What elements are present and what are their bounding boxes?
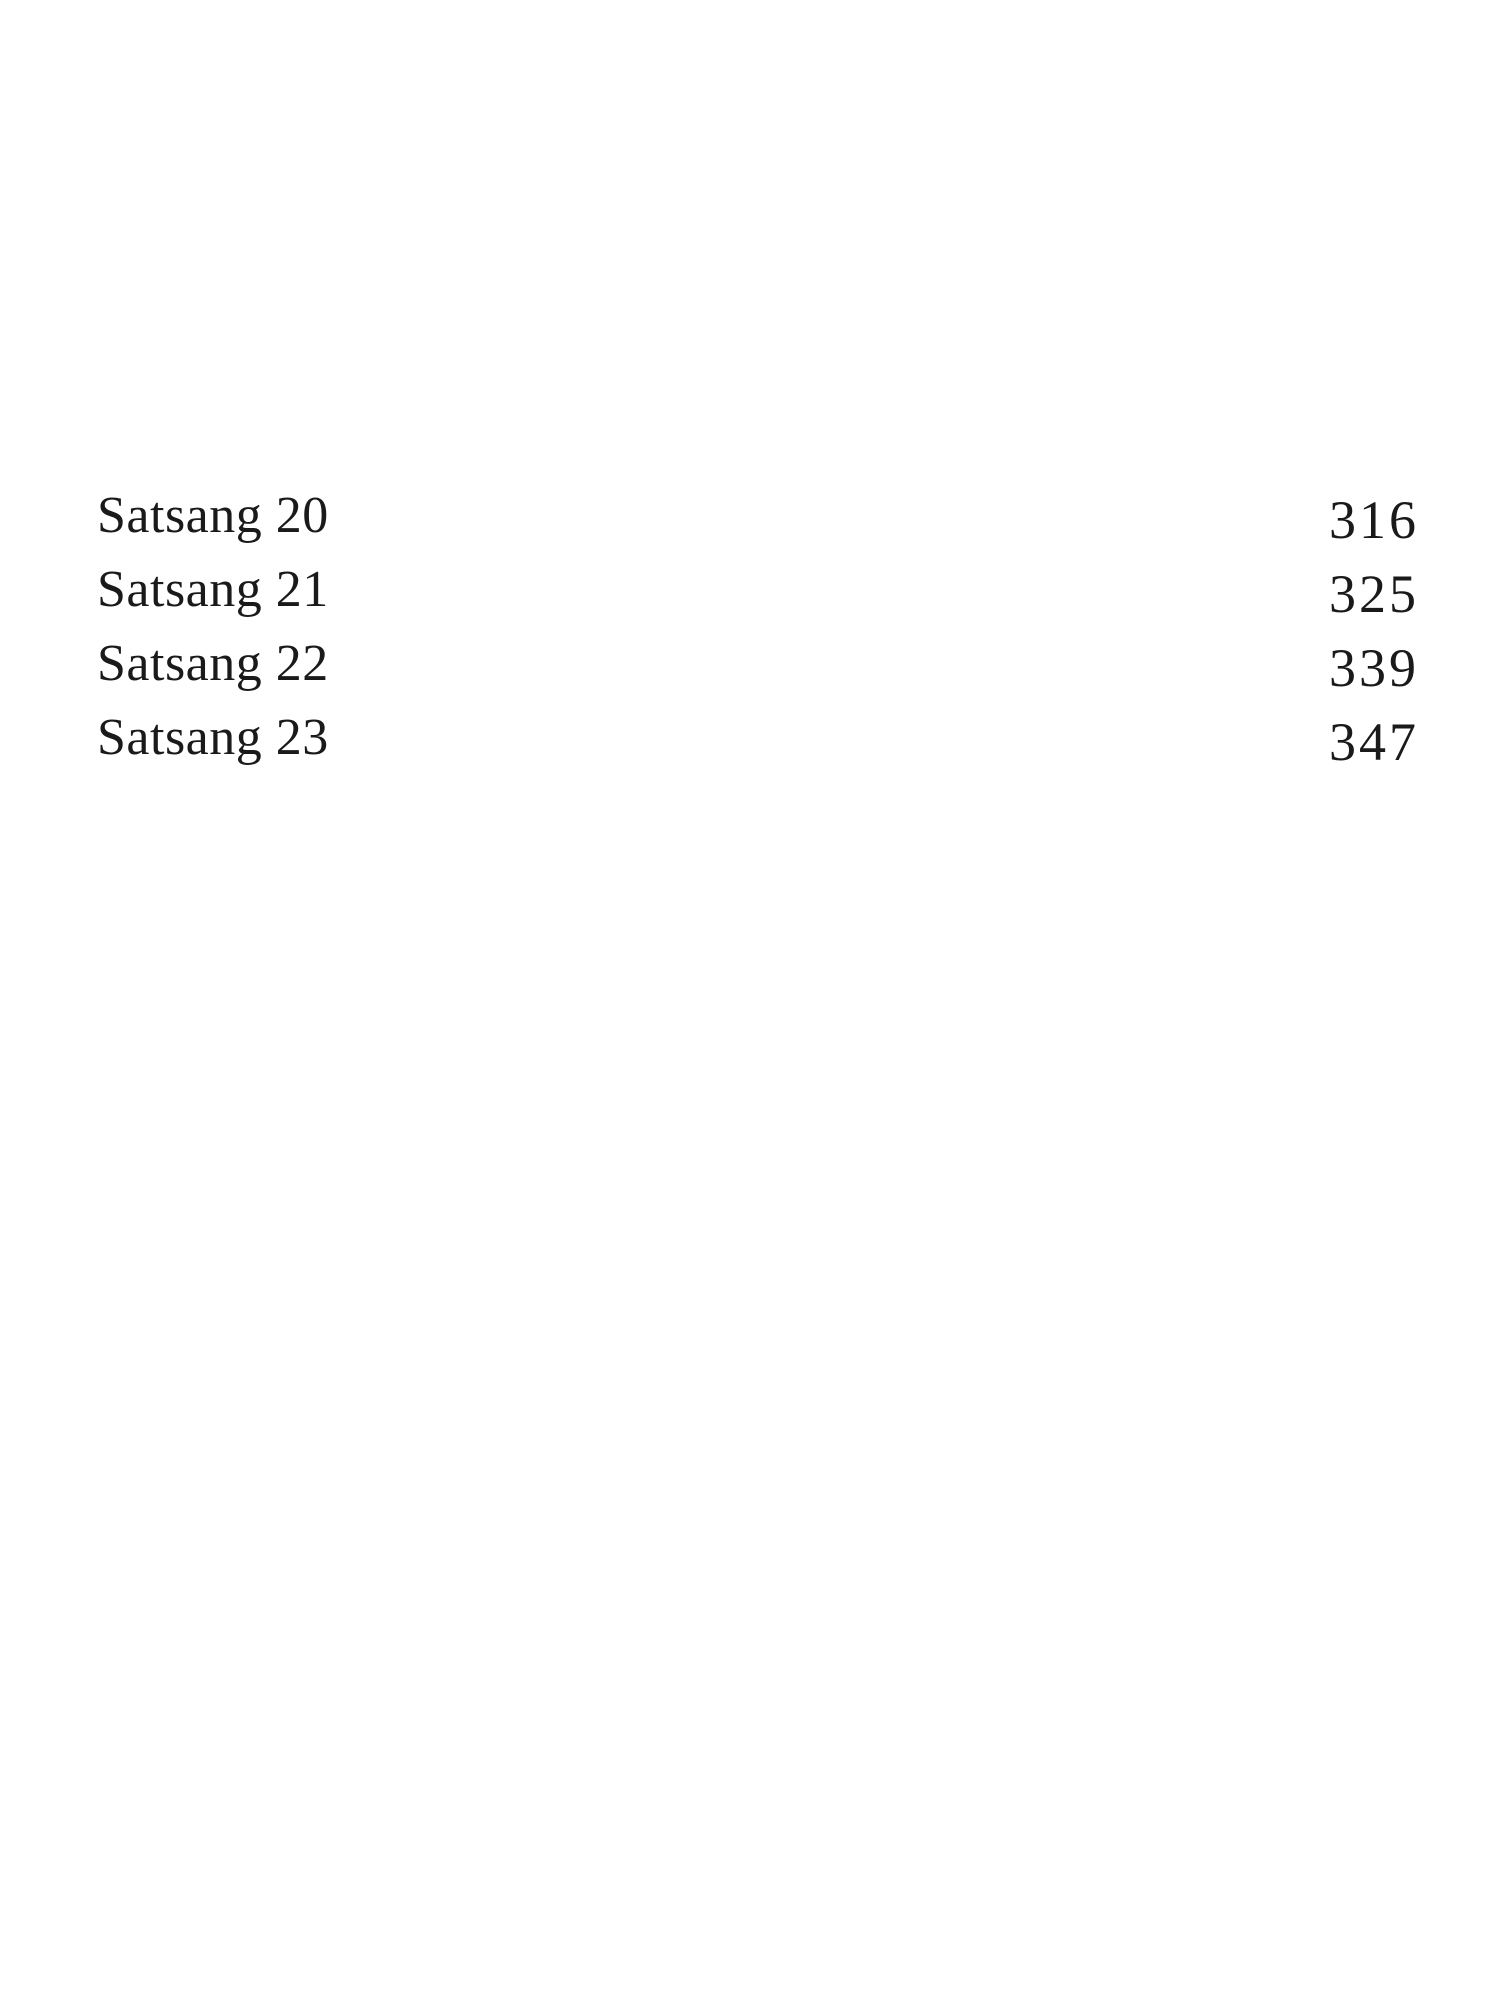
toc-entry-page-number: 347 — [1329, 712, 1419, 772]
toc-entry[interactable] — [97, 708, 1419, 782]
toc-entry-page-number: 339 — [1329, 638, 1419, 698]
toc-entry-title: Satsang 22 — [97, 635, 329, 692]
toc-entry[interactable] — [97, 560, 1419, 634]
table-of-contents — [97, 486, 1419, 782]
toc-entry-page-number: 325 — [1329, 564, 1419, 624]
toc-entry-title: Satsang 21 — [97, 561, 329, 618]
toc-entry-page-number: 316 — [1329, 490, 1419, 550]
toc-entry-title: Satsang 20 — [97, 487, 329, 544]
toc-entry-title: Satsang 23 — [97, 709, 329, 766]
toc-entry[interactable] — [97, 486, 1419, 560]
toc-entry[interactable] — [97, 634, 1419, 708]
